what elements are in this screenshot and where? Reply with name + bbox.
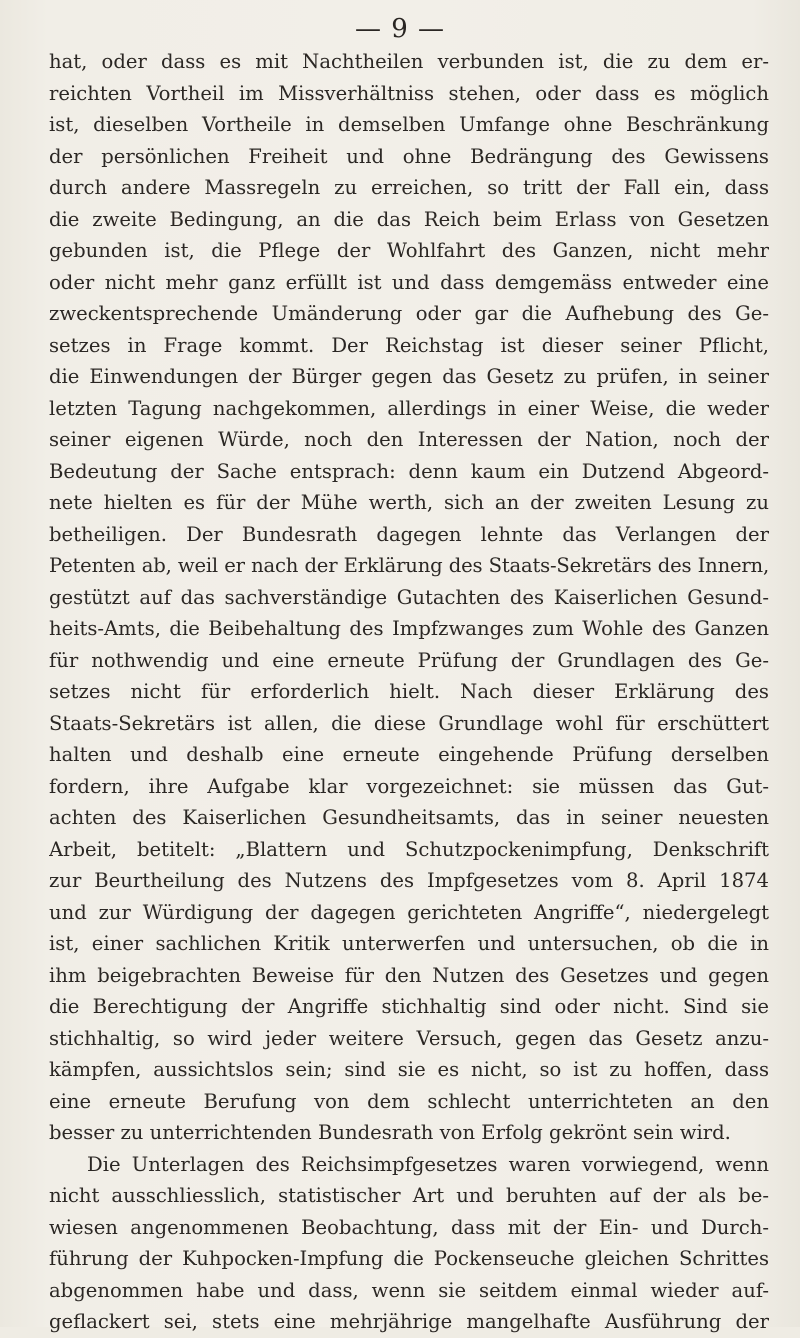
text-line: zweckentsprechende Umänderung oder gar die Aufhebung des Ge- — [49, 302, 769, 325]
text-line: nicht ausschliesslich, statistischer Art und beruhten auf der als be- — [49, 1184, 769, 1207]
text-line: fordern, ihre Aufgabe klar vorgezeichnet: sie müssen das Gut- — [49, 774, 769, 798]
text-line: Bedeutung der Sache entsprach: denn kaum ein Dutzend Abgeord- — [49, 459, 769, 483]
text-line: setzes in Frage kommt. Der Reichstag ist dieser seiner Pflicht, — [49, 333, 769, 357]
text-line: ihm beigebrachten Beweise für den Nutzen des Gesetzes und gegen — [49, 963, 769, 987]
text-line: die Einwendungen der Bürger gegen das Gesetz zu prüfen, in seiner — [49, 365, 769, 388]
text-line: ist, einer sachlichen Kritik unterwerfen und untersuchen, ob die in — [49, 932, 769, 955]
text-line: eine erneute Berufung von dem schlecht unterrichteten an den — [49, 1089, 769, 1113]
text-line: Die Unterlagen des Reichsimpfgesetzes waren vorwiegend, wenn — [87, 1152, 769, 1176]
text-line: betheiligen. Der Bundesrath dagegen lehnte das Verlangen der — [49, 522, 769, 546]
text-line: geflackert sei, stets eine mehrjährige mangelhafte Ausführung der — [49, 1310, 769, 1333]
paragraph-2 — [49, 1149, 769, 1338]
text-line: Arbeit, betitelt: „Blattern und Schutzpockenimpfung, Denkschrift — [49, 837, 769, 861]
text-line: gestützt auf das sachverständige Gutachten des Kaiserlichen Gesund- — [49, 585, 769, 609]
text-line: wiesen angenommenen Beobachtung, dass mit der Ein- und Durch- — [49, 1215, 769, 1239]
text-line: führung der Kuhpocken-Impfung die Pockenseuche gleichen Schrittes — [49, 1247, 769, 1270]
text-line: reichten Vortheil im Missverhältniss stehen, oder dass es möglich — [49, 81, 769, 105]
text-line: gebunden ist, die Pflege der Wohlfahrt des Ganzen, nicht mehr — [49, 239, 769, 262]
text-line: für nothwendig und eine erneute Prüfung der Grundlagen des Ge- — [49, 648, 769, 672]
text-line: Petenten ab, weil er nach der Erklärung des Staats-Sekretärs des Innern, — [49, 554, 769, 577]
text-line: die zweite Bedingung, an die das Reich beim Erlass von Gesetzen — [49, 207, 769, 231]
body-text — [49, 46, 769, 1338]
text-line: kämpfen, aussichtslos sein; sind sie es nicht, so ist zu hoffen, dass — [49, 1058, 769, 1081]
text-line: stichhaltig, so wird jeder weitere Versuch, gegen das Gesetz anzu- — [49, 1026, 769, 1050]
text-line: oder nicht mehr ganz erfüllt ist und dass demgemäss entweder eine — [49, 270, 769, 294]
text-line: der persönlichen Freiheit und ohne Bedrängung des Gewissens — [49, 144, 769, 168]
text-line: durch andere Massregeln zu erreichen, so tritt der Fall ein, dass — [49, 176, 769, 199]
text-line: abgenommen habe und dass, wenn sie seitdem einmal wieder auf- — [49, 1278, 769, 1302]
text-line: letzten Tagung nachgekommen, allerdings in einer Weise, die weder — [49, 396, 769, 420]
text-line: heits-Amts, die Beibehaltung des Impfzwanges zum Wohle des Ganzen — [49, 617, 769, 640]
text-line: besser zu unterrichtenden Bundesrath von Erfolg gekrönt sein wird. — [49, 1121, 731, 1144]
text-line: ist, dieselben Vortheile in demselben Umfange ohne Beschränkung — [49, 113, 769, 136]
text-line: setzes nicht für erforderlich hielt. Nach dieser Erklärung des — [49, 680, 769, 703]
text-line: Staats-Sekretärs ist allen, die diese Grundlage wohl für erschüttert — [49, 711, 769, 735]
text-line: halten und deshalb eine erneute eingehende Prüfung derselben — [49, 743, 769, 766]
text-line: zur Beurtheilung des Nutzens des Impfgesetzes vom 8. April 1874 — [49, 869, 769, 892]
text-line: nete hielten es für der Mühe werth, sich an der zweiten Lesung zu — [49, 491, 769, 514]
text-line: achten des Kaiserlichen Gesundheitsamts, das in seiner neuesten — [49, 806, 769, 829]
paragraph-1 — [49, 46, 769, 1149]
text-line: die Berechtigung der Angriffe stichhaltig sind oder nicht. Sind sie — [49, 995, 769, 1018]
text-line: und zur Würdigung der dagegen gerichteten Angriffe“, niedergelegt — [49, 900, 769, 924]
text-line: seiner eigenen Würde, noch den Interessen der Nation, noch der — [49, 428, 769, 451]
page-number: — 9 — — [354, 14, 446, 44]
text-line: hat, oder dass es mit Nachtheilen verbunden ist, die zu dem er- — [49, 50, 769, 73]
